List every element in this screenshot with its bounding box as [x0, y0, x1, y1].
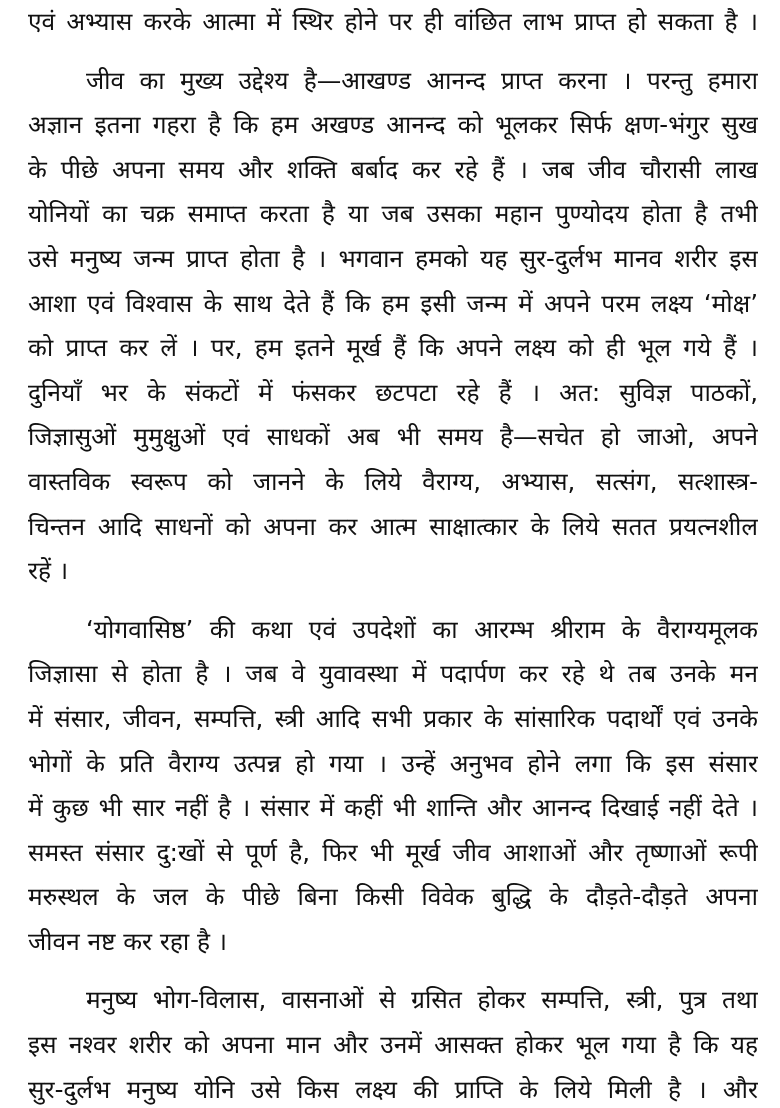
text-line: जिज्ञासुओं मुमुक्षुओं एवं साधकों अब भी समय है—सचेत हो जाओ, अपने — [28, 422, 758, 452]
text-line: वास्तविक स्वरूप को जानने के लिये वैराग्य, अभ्यास, सत्संग, सत्शास्त्र- — [28, 466, 758, 496]
text-line: के पीछे अपना समय और शक्ति बर्बाद कर रहे हैं । जब जीव चौरासी लाख — [28, 154, 758, 184]
text-line: अज्ञान इतना गहरा है कि हम अखण्ड आनन्द को भूलकर सिर्फ क्षण-भंगुर सुख — [28, 110, 758, 140]
paragraph-4 — [28, 978, 758, 1108]
text-line: भोगों के प्रति वैराग्य उत्पन्न हो गया । उन्हें अनुभव होने लगा कि इस संसार — [28, 748, 758, 778]
text-line: मनुष्य भोग-विलास, वासनाओं से ग्रसित होकर सम्पत्ति, स्त्री, पुत्र तथा — [86, 985, 758, 1015]
text-line: जिज्ञासा से होता है । जब वे युवावस्था में पदार्पण कर रहे थे तब उनके मन — [28, 659, 758, 689]
text-line: आशा एवं विश्वास के साथ देते हैं कि हम इसी जन्म में अपने परम लक्ष्य ‘मोक्ष’ — [28, 288, 758, 318]
text-line: सुर-दुर्लभ मनुष्य योनि उसे किस लक्ष्य की प्राप्ति के लिये मिली है । और — [28, 1074, 758, 1104]
paragraph-gap — [28, 45, 758, 59]
text-line: में संसार, जीवन, सम्पत्ति, स्त्री आदि सभी प्रकार के सांसारिक पदार्थों एवं उनके — [28, 703, 758, 733]
text-line: ‘योगवासिष्ठ’ की कथा एवं उपदेशों का आरम्भ श्रीराम के वैराग्यमूलक — [86, 614, 758, 644]
text-line: रहें । — [28, 556, 69, 586]
paragraph-2 — [28, 59, 758, 594]
paragraph-gap — [28, 594, 758, 608]
text-line: को प्राप्त कर लें । पर, हम इतने मूर्ख हैं कि अपने लक्ष्य को ही भूल गये हैं । — [28, 333, 758, 363]
text-line: समस्त संसार दु:खों से पूर्ण है, फिर भी मूर्ख जीव आशाओं और तृष्णाओं रूपी — [28, 837, 758, 867]
text-line: दुनियाँ भर के संकटों में फंसकर छटपटा रहे हैं । अत: सुविज्ञ पाठकों, — [28, 377, 758, 407]
paragraph-3 — [28, 608, 758, 965]
text-line: जीवन नष्ट कर रहा है । — [28, 926, 228, 956]
text-line: एवं अभ्यास करके आत्मा में स्थिर होने पर ही वांछित लाभ प्राप्त हो सकता है । — [28, 7, 758, 36]
text-line: मरुस्थल के जल के पीछे बिना किसी विवेक बुद्धि के दौड़ते-दौड़ते अपना — [28, 882, 758, 912]
text-line: योनियों का चक्र समाप्त करता है या जब उसका महान पुण्योदय होता है तभी — [28, 199, 758, 229]
text-line: उसे मनुष्य जन्म प्राप्त होता है । भगवान हमको यह सुर-दुर्लभ मानव शरीर इस — [28, 243, 758, 273]
text-line: जीव का मुख्य उद्देश्य है—आखण्ड आनन्द प्राप्त करना । परन्तु हमारा — [86, 65, 758, 95]
paragraph-gap — [28, 964, 758, 978]
document-page — [28, 0, 758, 1108]
paragraph-1 — [28, 0, 758, 45]
text-line: में कुछ भी सार नहीं है । संसार में कहीं भी शान्ति और आनन्द दिखाई नहीं देते । — [28, 793, 758, 823]
text-line: इस नश्वर शरीर को अपना मान और उनमें आसक्त होकर भूल गया है कि यह — [28, 1030, 758, 1060]
text-line: चिन्तन आदि साधनों को अपना कर आत्म साक्षात्कार के लिये सतत प्रयत्नशील — [28, 511, 758, 541]
